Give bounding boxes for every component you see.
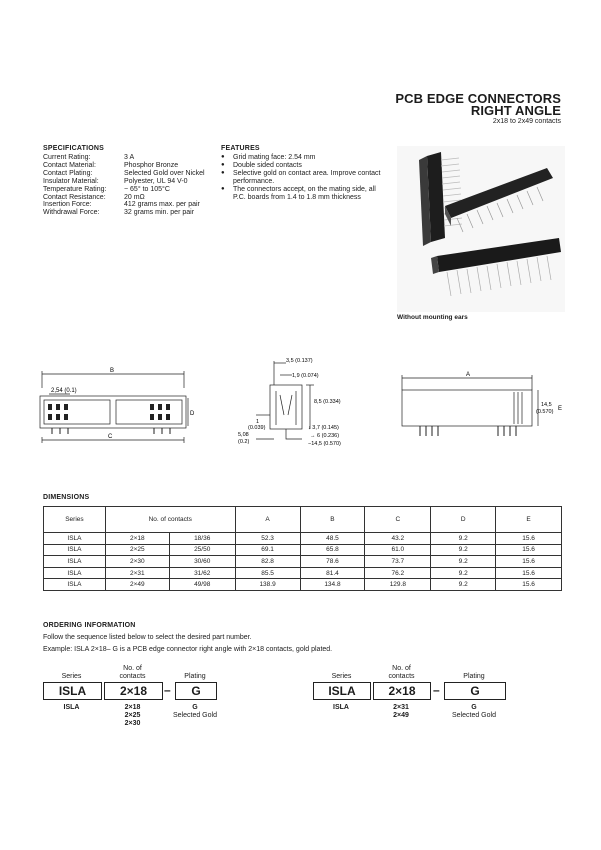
table-cell: ISLA bbox=[44, 544, 106, 556]
feature-text: The connectors accept, on the mating side, all bbox=[233, 185, 376, 193]
label-contacts-right-line2: contacts bbox=[388, 673, 415, 680]
spec-row bbox=[43, 186, 205, 194]
column-header: C bbox=[365, 507, 431, 533]
table-cell: ISLA bbox=[44, 579, 106, 591]
dim-1: 1 bbox=[256, 419, 260, 425]
feature-text: P.C. boards from 1.4 to 1.8 mm thickness bbox=[233, 193, 361, 201]
spec-value: Phosphor Bronze bbox=[124, 161, 179, 169]
ordering-instruction: Follow the sequence listed below to select the desired part number. bbox=[43, 634, 252, 641]
photo-caption: Without mounting ears bbox=[397, 314, 468, 321]
feature-item bbox=[221, 162, 391, 170]
label-contacts-right-line1: No. of bbox=[392, 665, 411, 672]
option-plating-desc: Selected Gold bbox=[173, 712, 217, 719]
table-cell: ISLA bbox=[44, 556, 106, 568]
table-cell: 85.5 bbox=[235, 567, 300, 579]
table-cell: 31/62 bbox=[169, 567, 235, 579]
dash-separator: – bbox=[164, 683, 171, 697]
option-plating-code: G bbox=[192, 704, 198, 711]
page-title bbox=[395, 93, 561, 117]
table-cell: 76.2 bbox=[365, 567, 431, 579]
series-box: ISLA bbox=[43, 682, 102, 700]
page-subtitle: 2x18 to 2x49 contacts bbox=[492, 118, 561, 125]
dim-5-08: 5,08 bbox=[238, 432, 249, 438]
bullet-icon: ● bbox=[221, 154, 225, 160]
bullet-icon: ● bbox=[221, 161, 225, 168]
spec-row bbox=[43, 209, 205, 217]
spec-label: Insertion Force: bbox=[43, 201, 92, 209]
table-cell: 15.6 bbox=[496, 567, 562, 579]
table-cell: 2×31 bbox=[105, 567, 169, 579]
option-contacts-list-right bbox=[373, 704, 429, 720]
feature-text: Selective gold on contact area. Improve contact bbox=[233, 169, 381, 177]
dim-8-5: 8,5 (0.334) bbox=[314, 399, 341, 405]
table-cell: 61.0 bbox=[365, 544, 431, 556]
table-cell: 69.1 bbox=[235, 544, 300, 556]
option-contacts-1: 2×18 bbox=[124, 704, 141, 711]
table-header-row bbox=[44, 507, 562, 533]
label-contacts bbox=[104, 665, 161, 681]
table-cell: 2×49 bbox=[105, 579, 169, 591]
feature-item bbox=[221, 178, 391, 186]
series-box-right: ISLA bbox=[313, 682, 371, 700]
dim-1-9: 1,9 (0.074) bbox=[292, 373, 319, 379]
table-cell: 30/60 bbox=[169, 556, 235, 568]
label-contacts-line1: No. of bbox=[123, 665, 142, 672]
option-contacts-2: 2×25 bbox=[124, 712, 141, 719]
dim-6: → 6 (0.236) bbox=[310, 433, 340, 439]
spec-label: Temperature Rating: bbox=[43, 185, 107, 193]
feature-item bbox=[221, 170, 391, 178]
bullet-icon: ● bbox=[221, 169, 225, 176]
dim-b-label: B bbox=[110, 368, 115, 374]
dim-e-label: E bbox=[558, 406, 563, 412]
table-cell: 78.6 bbox=[300, 556, 365, 568]
spec-row bbox=[43, 201, 205, 209]
table-cell: 138.9 bbox=[235, 579, 300, 591]
dim-0-2: (0.2) bbox=[238, 439, 250, 445]
table-cell: 9.2 bbox=[431, 556, 496, 568]
table-cell: 129.8 bbox=[365, 579, 431, 591]
dim-14-5: −14,5 (0.570) bbox=[308, 441, 341, 447]
table-cell: 9.2 bbox=[431, 533, 496, 545]
spec-value: 32 grams min. per pair bbox=[124, 209, 195, 217]
spec-value: 412 grams max. per pair bbox=[124, 201, 200, 209]
spec-value: 20 mΩ bbox=[124, 193, 145, 201]
feature-text: Grid mating face: 2.54 mm bbox=[233, 154, 316, 161]
table-row bbox=[44, 579, 562, 591]
table-row bbox=[44, 533, 562, 545]
option-series: ISLA bbox=[63, 704, 80, 711]
table-cell: 15.6 bbox=[496, 556, 562, 568]
spec-label: Withdrawal Force: bbox=[43, 209, 100, 217]
dim-d-label: D bbox=[190, 411, 195, 417]
bullet-icon: ● bbox=[221, 185, 225, 192]
table-cell: 2×30 bbox=[105, 556, 169, 568]
dash-separator-right: – bbox=[433, 683, 440, 697]
table-cell: 49/98 bbox=[169, 579, 235, 591]
spec-label: Contact Material: bbox=[43, 161, 96, 169]
label-plating-right: Plating bbox=[463, 673, 485, 680]
spec-label: Contact Resistance: bbox=[43, 193, 106, 201]
front-view-drawing bbox=[38, 358, 198, 458]
spec-row bbox=[43, 194, 205, 202]
bullet-icon bbox=[221, 178, 233, 186]
option-contacts-list bbox=[104, 704, 161, 728]
spec-label: Insulator Material: bbox=[43, 177, 99, 185]
table-cell: ISLA bbox=[44, 533, 106, 545]
table-cell: 81.4 bbox=[300, 567, 365, 579]
spec-value: Selected Gold over Nickel bbox=[124, 169, 205, 177]
table-cell: 2×25 bbox=[105, 544, 169, 556]
connector-photo-image bbox=[397, 146, 565, 312]
ordering-heading: ORDERING INFORMATION bbox=[43, 622, 136, 629]
pitch-label: 2,54 (0.1) bbox=[51, 388, 77, 394]
dimensions-table bbox=[43, 506, 562, 591]
table-cell: 15.6 bbox=[496, 544, 562, 556]
table-cell: 9.2 bbox=[431, 579, 496, 591]
plating-box: G bbox=[175, 682, 217, 700]
label-contacts-right bbox=[373, 665, 430, 681]
product-photo bbox=[397, 146, 565, 312]
option-plating bbox=[170, 704, 220, 720]
label-series-right: Series bbox=[331, 673, 352, 680]
top-view-drawing bbox=[398, 368, 568, 448]
spec-row bbox=[43, 178, 205, 186]
spec-value: 3 A bbox=[124, 154, 135, 161]
column-header: E bbox=[496, 507, 562, 533]
dim-14-5-label: 14,5 bbox=[541, 402, 552, 408]
ordering-example: Example: ISLA 2×18– G is a PCB edge connector right angle with 2×18 contacts, gold plated. bbox=[43, 646, 333, 653]
table-cell: 73.7 bbox=[365, 556, 431, 568]
table-cell: 48.5 bbox=[300, 533, 365, 545]
table-cell: 15.6 bbox=[496, 579, 562, 591]
spec-value: − 65° to 105°C bbox=[124, 185, 170, 193]
table-cell: 18/36 bbox=[169, 533, 235, 545]
specifications-list bbox=[43, 154, 205, 217]
column-header: No. of contacts bbox=[105, 507, 235, 533]
plating-box-right: G bbox=[444, 682, 506, 700]
table-cell: 25/50 bbox=[169, 544, 235, 556]
table-cell: 134.8 bbox=[300, 579, 365, 591]
table-row bbox=[44, 544, 562, 556]
label-contacts-line2: contacts bbox=[119, 673, 146, 680]
column-header: D bbox=[431, 507, 496, 533]
contacts-box-right: 2×18 bbox=[373, 682, 431, 700]
label-plating: Plating bbox=[184, 673, 206, 680]
table-cell: 9.2 bbox=[431, 567, 496, 579]
table-cell: 2×18 bbox=[105, 533, 169, 545]
column-header: A bbox=[235, 507, 300, 533]
dim-a-label: A bbox=[466, 372, 471, 378]
option-plating-desc-right: Selected Gold bbox=[452, 712, 496, 719]
dim-3-5: 3,5 (0.137) bbox=[286, 358, 313, 364]
option-plating-right bbox=[444, 704, 504, 720]
option-plating-code-right: G bbox=[471, 704, 477, 711]
table-cell: 82.8 bbox=[235, 556, 300, 568]
option-contacts-3: 2×30 bbox=[124, 720, 141, 727]
feature-text: performance. bbox=[233, 177, 275, 185]
dim-0-570-label: (0.570) bbox=[536, 409, 554, 415]
table-cell: 65.8 bbox=[300, 544, 365, 556]
dim-c-label: C bbox=[108, 434, 113, 440]
table-cell: ISLA bbox=[44, 567, 106, 579]
table-row bbox=[44, 556, 562, 568]
spec-label: Contact Plating: bbox=[43, 169, 93, 177]
feature-text: Double sided contacts bbox=[233, 161, 302, 169]
table-cell: 43.2 bbox=[365, 533, 431, 545]
option-series-right: ISLA bbox=[333, 704, 349, 711]
spec-label: Current Rating: bbox=[43, 154, 91, 161]
dimensions-heading: DIMENSIONS bbox=[43, 494, 90, 501]
contacts-box: 2×18 bbox=[104, 682, 163, 700]
column-header: Series bbox=[44, 507, 106, 533]
spec-value: Polyester, UL 94 V-0 bbox=[124, 177, 188, 185]
specifications-heading: SPECIFICATIONS bbox=[43, 145, 105, 152]
spec-row bbox=[43, 170, 205, 178]
side-view-drawing bbox=[230, 355, 370, 475]
features-list bbox=[221, 154, 391, 201]
features-heading: FEATURES bbox=[221, 145, 260, 152]
option-contacts-right-1: 2×31 bbox=[393, 704, 409, 711]
feature-item bbox=[221, 154, 391, 162]
label-series: Series bbox=[61, 673, 82, 680]
table-cell: 52.3 bbox=[235, 533, 300, 545]
spec-row bbox=[43, 154, 205, 162]
feature-item bbox=[221, 194, 391, 202]
table-row bbox=[44, 567, 562, 579]
table-cell: 15.6 bbox=[496, 533, 562, 545]
dim-3-7: ↓ 3,7 (0.145) bbox=[308, 425, 339, 431]
spec-row bbox=[43, 162, 205, 170]
title-line-1: PCB EDGE CONNECTORS bbox=[395, 91, 561, 106]
column-header: B bbox=[300, 507, 365, 533]
dim-0-039: (0.039) bbox=[248, 425, 266, 431]
option-contacts-right-2: 2×49 bbox=[393, 712, 409, 719]
bullet-icon bbox=[221, 194, 233, 202]
table-cell: 9.2 bbox=[431, 544, 496, 556]
title-line-2: RIGHT ANGLE bbox=[470, 103, 561, 118]
feature-item bbox=[221, 186, 391, 194]
